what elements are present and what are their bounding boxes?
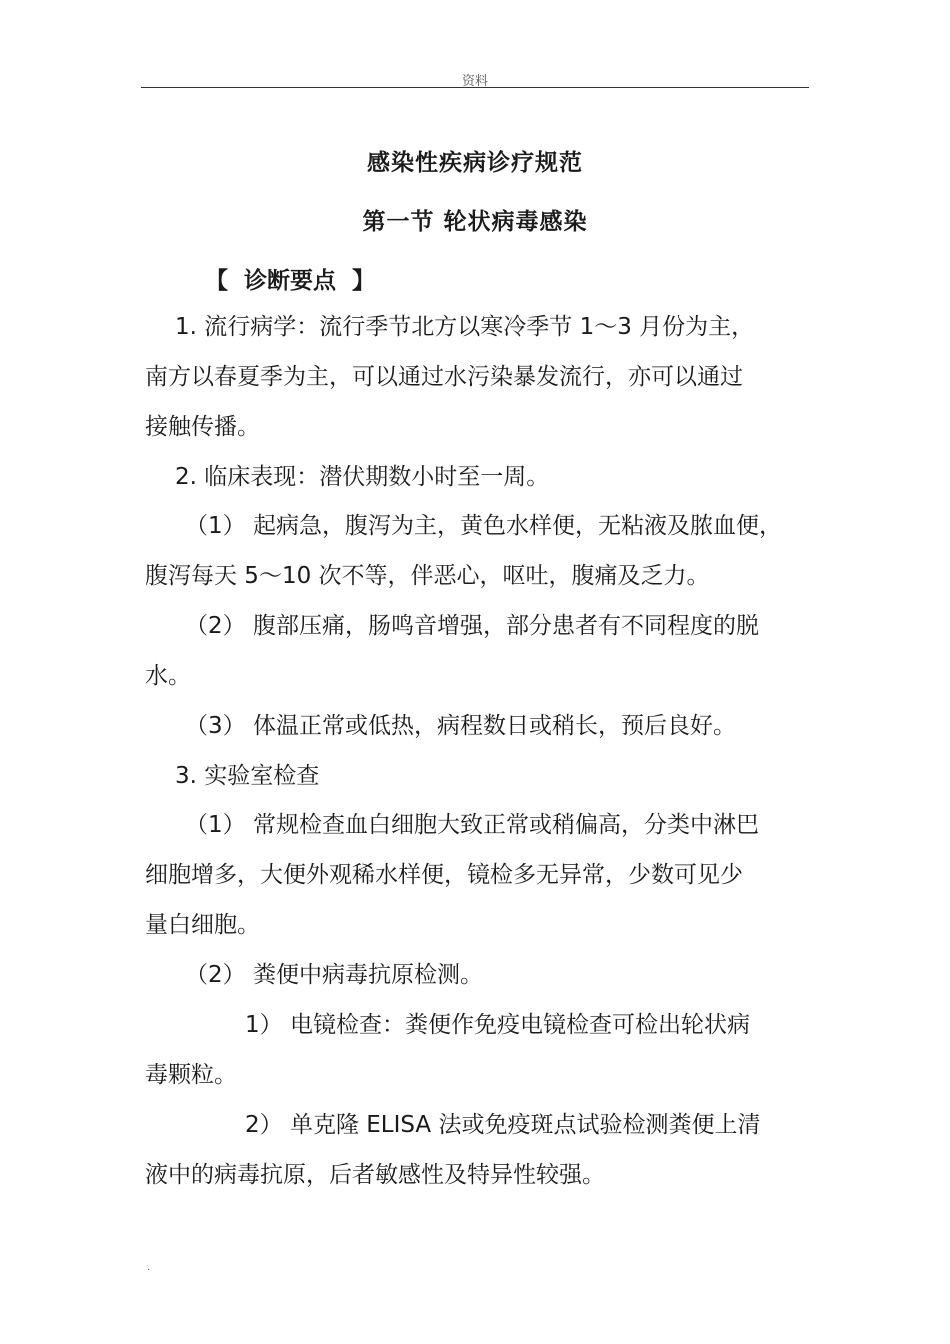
paragraph-line: 接触传播。: [145, 414, 260, 440]
diagnosis-heading: 【 诊断要点 】: [205, 268, 376, 294]
footer-mark: .: [147, 1262, 151, 1273]
paragraph-line: 2） 单克隆 ELISA 法或免疫斑点试验检测粪便上清: [245, 1112, 761, 1138]
paragraph-line: 2. 临床表现：潜伏期数小时至一周。: [175, 464, 550, 490]
paragraph-line: 南方以春夏季为主，可以通过水污染暴发流行，亦可以通过: [145, 364, 743, 390]
header-divider: [141, 87, 809, 88]
paragraph-line: 腹泻每天 5～10 次不等，伴恶心，呕吐，腹痛及乏力。: [145, 563, 710, 589]
paragraph-line: 液中的病毒抗原，后者敏感性及特异性较强。: [145, 1162, 605, 1188]
paragraph-line: （3） 体温正常或低热，病程数日或稍长，预后良好。: [185, 713, 736, 739]
paragraph-line: 量白细胞。: [145, 912, 260, 938]
paragraph-line: （2） 粪便中病毒抗原检测。: [185, 962, 483, 988]
paragraph-line: 水。: [145, 663, 191, 689]
paragraph-line: 1） 电镜检查：粪便作免疫电镜检查可检出轮状病: [245, 1012, 750, 1038]
paragraph-line: （1） 起病急，腹泻为主，黄色水样便，无粘液及脓血便，: [185, 513, 782, 539]
page-header-label: 资料: [461, 74, 488, 89]
section-title: 第一节 轮状病毒感染: [362, 209, 588, 235]
paragraph-line: 细胞增多，大便外观稀水样便，镜检多无异常，少数可见少: [145, 862, 743, 888]
document-title: 感染性疾病诊疗规范: [367, 150, 583, 176]
paragraph-line: 1. 流行病学：流行季节北方以寒冷季节 1～3 月份为主，: [175, 314, 755, 340]
paragraph-line: （2） 腹部压痛，肠鸣音增强，部分患者有不同程度的脱: [185, 613, 759, 639]
paragraph-line: （1） 常规检查血白细胞大致正常或稍偏高，分类中淋巴: [185, 812, 759, 838]
paragraph-line: 毒颗粒。: [145, 1062, 237, 1088]
paragraph-line: 3. 实验室检查: [175, 763, 320, 789]
